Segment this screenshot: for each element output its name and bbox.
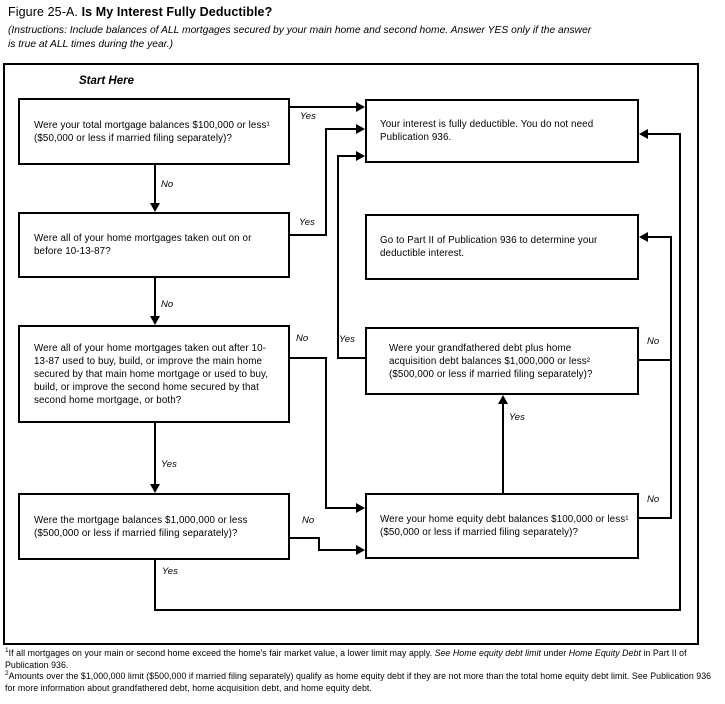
arrowhead-into-a-right	[639, 129, 648, 139]
edge-label-q1-no: No	[161, 179, 174, 190]
footnote-1-marker: 1	[5, 647, 9, 655]
start-here-label: Start Here	[79, 75, 134, 87]
edge-label-q2-no: No	[161, 299, 174, 310]
connector-bottom-path	[154, 609, 681, 611]
edge-label-d-yes: Yes	[509, 412, 525, 423]
connector-q3-no-h2	[325, 507, 358, 509]
edge-label-c-no: No	[647, 336, 660, 347]
node-result-go-to-part2	[365, 214, 639, 280]
footnote-1-ref2: Home Equity Debt	[568, 648, 641, 658]
edge-label-q1-yes: Yes	[300, 111, 316, 122]
footnote-1-post: in Part II of Publication 936.	[5, 648, 687, 670]
connector-c-no	[639, 359, 670, 361]
node-q3-mortgages-after-101387	[18, 325, 290, 423]
node-q4-text: Were the mortgage balances $1,000,000 or less ($500,000 or less if married filing separately)?	[34, 514, 248, 539]
node-c-text: Were your grandfathered debt plus home acquisition debt balances $1,000,000 or less² ($500,000 or less if married filing separately)?	[389, 342, 593, 380]
connector-right-to-b-v	[670, 236, 672, 519]
footnote-1-mid: under	[541, 648, 569, 658]
connector-q1-yes	[290, 106, 358, 108]
arrowhead-into-a-2	[356, 124, 365, 134]
connector-q4-no-h2	[318, 549, 358, 551]
node-q1-text: Were your total mortgage balances $100,000 or less¹ ($50,000 or less if married filing separately)?	[34, 119, 270, 144]
connector-right-to-a-v	[679, 133, 681, 611]
arrowhead-into-c-bottom	[498, 395, 508, 404]
arrowhead-into-q3	[150, 316, 160, 325]
connector-q3-yes	[154, 423, 156, 486]
instructions-line1: (Instructions: Include balances of ALL mortgages secured by your main home and second home. Answer YES only if the answer	[8, 25, 592, 36]
instructions	[8, 24, 591, 51]
node-q2-text: Were all of your home mortgages taken out on or before 10-13-87?	[34, 233, 252, 257]
connector-c-yes-v	[337, 155, 339, 359]
connector-d-no	[639, 517, 670, 519]
node-q3-text: Were all of your home mortgages taken out after 10-13-87 used to buy, build, or improve the main home secured by that main home mortgage or used to buy, build, or improve the second home secured by that second home mortgage, or both?	[34, 342, 269, 406]
arrowhead-into-d-1	[356, 503, 365, 513]
connector-q2-yes-h2	[325, 128, 358, 130]
instructions-line2: is true at ALL times during the year.)	[8, 38, 174, 50]
arrowhead-into-q4	[150, 484, 160, 493]
connector-right-to-a-h	[648, 133, 679, 135]
edge-label-d-no: No	[647, 494, 660, 505]
node-c-grandfathered-debt	[365, 327, 639, 395]
node-q2-mortgages-before-101387	[18, 212, 290, 278]
node-a-text: Your interest is fully deductible. You do not need Publication 936.	[380, 119, 594, 143]
footnotes	[5, 648, 717, 694]
arrowhead-into-a-1	[356, 102, 365, 112]
connector-c-yes-h2	[337, 155, 358, 157]
edge-label-q3-yes: Yes	[161, 459, 177, 470]
node-d-text: Were your home equity debt balances $100,000 or less¹ ($50,000 or less if married filing separately)?	[380, 514, 629, 538]
edge-label-q2-yes: Yes	[299, 217, 315, 228]
connector-q2-no	[154, 278, 156, 318]
connector-q1-no	[154, 164, 156, 206]
arrowhead-into-a-3	[356, 151, 365, 161]
arrowhead-into-d-2	[356, 545, 365, 555]
footnote-2	[5, 671, 717, 694]
connector-q2-yes-h1	[290, 234, 327, 236]
connector-q3-no-h1	[290, 357, 327, 359]
node-result-fully-deductible	[365, 99, 639, 163]
footnote-2-text: Amounts over the $1,000,000 limit ($500,000 if married filing separately) qualify as home equity debt if they are not more than the total home equity debt limit. See Publication 936 for more information about grandfathered debt, home acquisition debt, and home equity debt.	[5, 671, 712, 693]
connector-q4-yes-v	[154, 559, 156, 611]
node-d-home-equity-debt	[365, 493, 639, 559]
node-q1-total-mortgage-balances	[18, 98, 290, 165]
connector-c-yes-h1	[337, 357, 365, 359]
connector-q2-yes-v	[325, 128, 327, 236]
arrowhead-into-q2	[150, 203, 160, 212]
edge-label-q4-no: No	[302, 515, 315, 526]
connector-q4-no-h1	[290, 537, 320, 539]
node-b-text: Go to Part II of Publication 936 to determine your deductible interest.	[380, 235, 598, 259]
figure-title	[8, 5, 272, 19]
connector-q3-no-v	[325, 357, 327, 509]
connector-d-yes	[502, 404, 504, 493]
footnote-2-marker: 2	[5, 670, 9, 678]
edge-label-c-yes: Yes	[339, 334, 355, 345]
connector-right-to-b-h	[648, 236, 670, 238]
footnote-1-ref1: See Home equity debt limit	[434, 648, 541, 658]
arrowhead-into-b-right	[639, 232, 648, 242]
figure-title-text: Is My Interest Fully Deductible?	[81, 5, 273, 19]
figure-label: Figure 25-A.	[8, 5, 78, 19]
edge-label-q3-no: No	[296, 333, 309, 344]
footnote-1-text: If all mortgages on your main or second home exceed the home's fair market value, a lower limit may apply.	[8, 648, 435, 658]
node-q4-mortgage-balances-1m	[18, 493, 290, 560]
footnote-1	[5, 648, 717, 671]
edge-label-q4-yes: Yes	[162, 566, 178, 577]
